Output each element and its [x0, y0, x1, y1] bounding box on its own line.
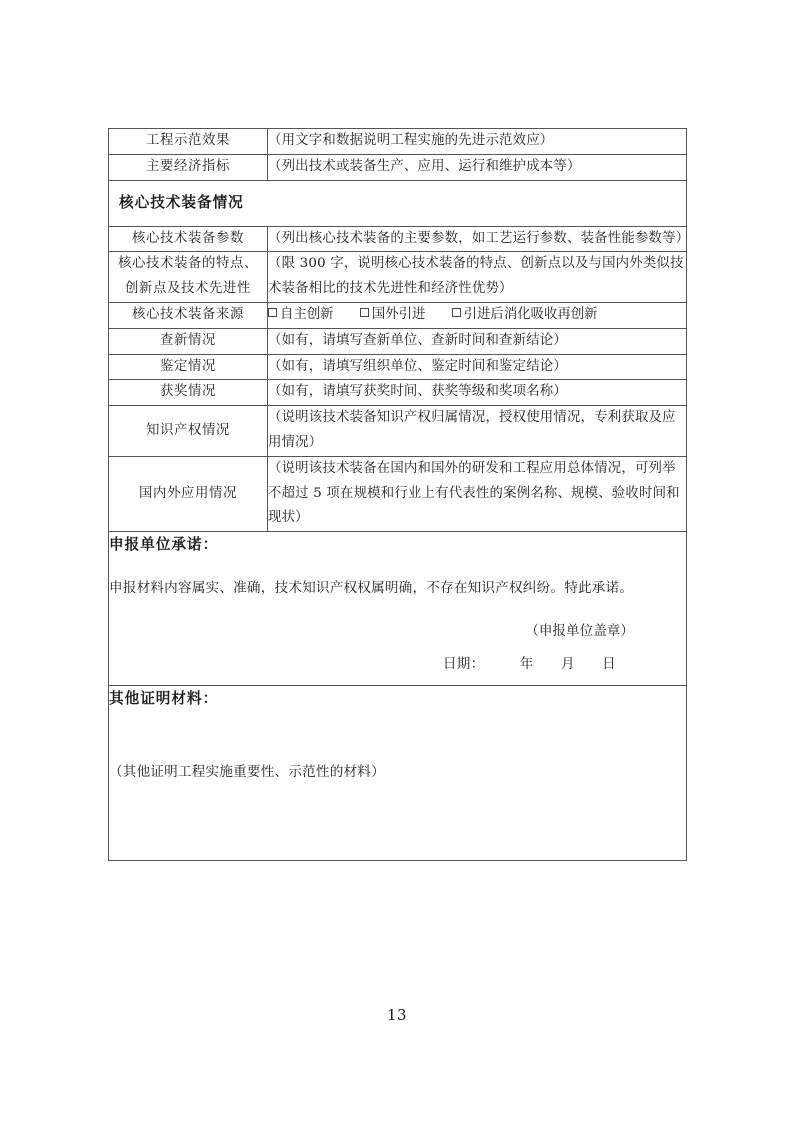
other-materials-section[interactable]: [109, 685, 687, 860]
table-row: [109, 380, 687, 406]
commitment-date-line[interactable]: [109, 652, 686, 677]
row-label-engineering-demo-effect: 工程示范效果: [109, 129, 268, 155]
other-materials-top-spacer: [109, 729, 686, 759]
row-label-awards: 获奖情况: [109, 380, 268, 406]
date-label: 日期：: [442, 655, 485, 672]
choice-option-independent-innovation[interactable]: [268, 303, 334, 328]
choice-option-foreign-import[interactable]: [360, 303, 426, 328]
row-label-core-tech-source: 核心技术装备来源: [109, 302, 268, 328]
table-row: [109, 456, 687, 531]
row-value-novelty-search[interactable]: [268, 328, 687, 354]
date-year-label: 年: [519, 655, 534, 672]
row-value-intellectual-property[interactable]: [268, 406, 687, 457]
section-header-core-tech-equipment: 核心技术装备情况: [109, 180, 687, 226]
commitment-body: 申报材料内容属实、准确，技术知识产权权属明确，不存在知识产权纠纷。特此承诺。: [109, 580, 634, 597]
commitment-section: [109, 532, 687, 686]
table-row: [109, 354, 687, 380]
table-row: [109, 406, 687, 457]
row-value-core-tech-features[interactable]: [268, 252, 687, 303]
row-value-text: （限 300 字，说明核心技术装备的特点、创新点以及与国内外类似技术装备相比的技术先进性和经济性优势）: [268, 256, 684, 297]
row-value-domestic-foreign-application[interactable]: [268, 456, 687, 531]
table-row: [109, 129, 687, 155]
table-row: [109, 328, 687, 354]
commitment-seal-label: （申报单位盖章）: [525, 623, 634, 640]
table-row: [109, 226, 687, 252]
choice-label: 国外引进: [371, 306, 426, 322]
row-value-core-tech-source: [268, 302, 687, 328]
row-label-line-1: 核心技术装备的特点、: [118, 256, 258, 272]
choice-label: 自主创新: [280, 306, 334, 322]
choice-label: 引进后消化吸收再创新: [463, 306, 598, 322]
row-label-core-tech-features: [109, 252, 268, 303]
date-month-label: 月: [560, 655, 575, 672]
row-value-engineering-demo-effect[interactable]: [268, 129, 687, 155]
section-header-row: [109, 180, 687, 226]
row-value-text: （如有，请填写查新单位、查新时间和查新结论）: [268, 332, 567, 348]
application-form-table: [108, 128, 690, 861]
row-value-text: （用文字和数据说明工程实施的先进示范效应）: [268, 133, 554, 148]
table-row: [109, 154, 687, 180]
page-number: 13: [386, 1006, 408, 1024]
row-label-main-economic-indicators: 主要经济指标: [109, 154, 268, 180]
commitment-row: [109, 532, 687, 686]
row-label-novelty-search: 查新情况: [109, 328, 268, 354]
other-materials-title: 其他证明材料：: [109, 689, 219, 707]
commitment-title: 申报单位承诺：: [109, 536, 219, 554]
row-label-appraisal: 鉴定情况: [109, 354, 268, 380]
checkbox-icon[interactable]: [268, 308, 277, 317]
other-materials-row: [109, 685, 687, 860]
other-materials-bottom-spacer: [109, 786, 686, 860]
row-value-text: （说明该技术装备知识产权归属情况，授权使用情况，专利获取及应用情况）: [268, 410, 676, 450]
table-row: [109, 302, 687, 328]
row-value-main-economic-indicators[interactable]: [268, 154, 687, 180]
checkbox-icon[interactable]: [452, 308, 461, 317]
row-value-text: （说明该技术装备在国内和国外的研发和工程应用总体情况，可列举不超过 5 项在规模和行业上有代表性的案例名称、规模、验收时间和现状）: [268, 460, 680, 526]
row-value-text: （列出技术或装备生产、应用、运行和维护成本等）: [268, 158, 581, 174]
table-row: [109, 252, 687, 303]
choice-option-reinnovation-after-import[interactable]: [452, 303, 598, 328]
row-value-text: （如有，请填写组织单位、鉴定时间和鉴定结论）: [268, 358, 567, 374]
row-value-text: （列出核心技术装备的主要参数，如工艺运行参数、装备性能参数等）: [268, 230, 690, 246]
row-label-core-tech-parameters: 核心技术装备参数: [109, 226, 268, 252]
checkbox-icon[interactable]: [360, 308, 369, 317]
row-value-appraisal[interactable]: [268, 354, 687, 380]
row-label-line-2: 创新点及技术先进性: [125, 281, 251, 297]
row-value-awards[interactable]: [268, 380, 687, 406]
date-day-label: 日: [602, 655, 616, 672]
other-materials-body: （其他证明工程实施重要性、示范性的材料）: [109, 763, 385, 780]
row-label-intellectual-property: 知识产权情况: [109, 406, 268, 457]
row-value-core-tech-parameters[interactable]: [268, 226, 690, 252]
row-value-text: （如有，请填写获奖时间、获奖等级和奖项名称）: [268, 384, 567, 400]
row-label-domestic-foreign-application: 国内外应用情况: [109, 456, 268, 531]
